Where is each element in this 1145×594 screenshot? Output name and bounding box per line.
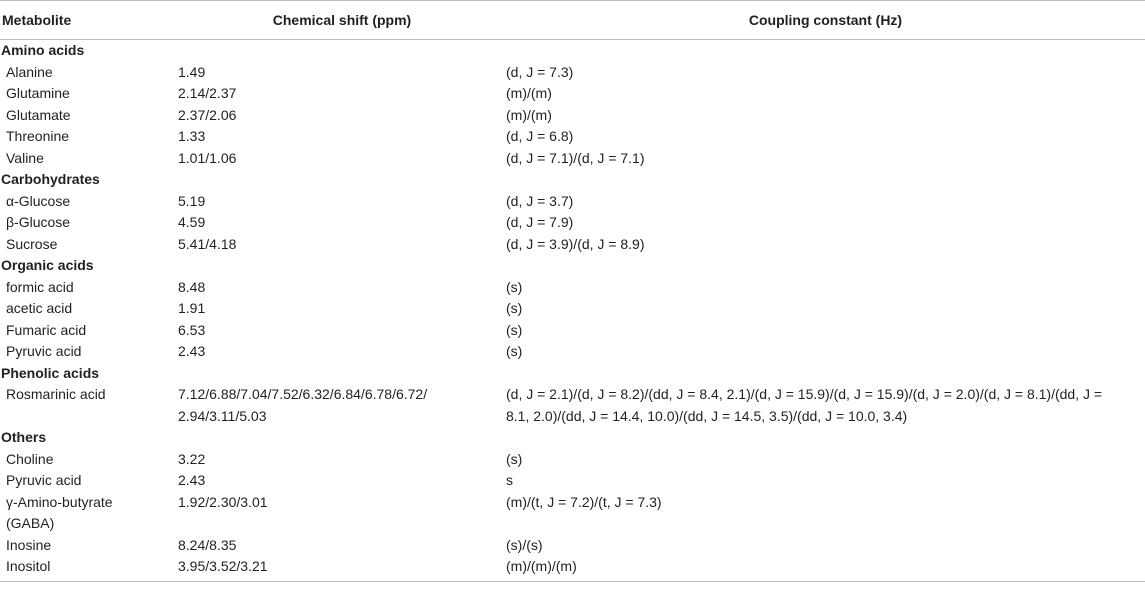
metabolite-name-cell: Rosmarinic acid (6, 386, 106, 402)
coupling-constant-cell: (m)/(m) (506, 106, 552, 123)
table-row (0, 83, 1145, 105)
chemical-shift-cell: 3.95/3.52/3.21 (178, 556, 506, 581)
coupling-constant-cell: (s) (506, 450, 523, 467)
coupling-constant-cell: (s) (506, 300, 523, 316)
chemical-shift-cell: 2.43 (178, 343, 206, 359)
metabolite-name-cell: Threonine (6, 128, 70, 144)
coupling-constant-cell: (d, J = 3.9)/(d, J = 8.9) (506, 235, 645, 252)
table-row (0, 470, 1145, 492)
table-row (0, 148, 1145, 170)
chemical-shift-cell: 1.49 (178, 63, 206, 80)
category-row (0, 255, 1145, 277)
coupling-constant-cell: (d, J = 7.9) (506, 214, 574, 230)
table-header (0, 1, 1145, 40)
metabolite-name-cell: Alanine (6, 63, 53, 80)
chemical-shift-cell: 2.43 (178, 472, 206, 488)
table-row (0, 341, 1145, 363)
coupling-constant-cell: (d, J = 7.1)/(d, J = 7.1) (506, 149, 645, 166)
metabolite-name-cell: Sucrose (6, 235, 58, 252)
chemical-shift-cell: 1.91 (178, 300, 206, 316)
metabolite-name-cell: β-Glucose (6, 214, 71, 230)
category-row (0, 169, 1145, 191)
coupling-constant-cell: (m)/(m)/(m) (506, 556, 1145, 581)
chemical-shift-cell: 5.19 (178, 192, 206, 209)
header-metabolite: Metabolite (0, 1, 178, 40)
category-label: Amino acids (1, 42, 85, 58)
table-row (0, 556, 1145, 581)
category-row (0, 40, 1145, 62)
coupling-constant-cell: (d, J = 3.7) (506, 192, 574, 209)
table-row (0, 212, 1145, 234)
table-row (0, 320, 1145, 342)
chemical-shift-cell: 1.92/2.30/3.01 (178, 493, 268, 510)
metabolite-name-cell: γ-Amino-butyrate (GABA) (6, 493, 113, 531)
chemical-shift-cell: 8.24/8.35 (178, 536, 237, 553)
coupling-constant-cell: (s) (506, 321, 523, 338)
table-row (0, 62, 1145, 84)
metabolite-name-cell: Pyruvic acid (6, 343, 82, 359)
chemical-shift-cell: 6.53 (178, 321, 206, 338)
table-row (0, 126, 1145, 148)
coupling-constant-cell: (s) (506, 278, 523, 295)
table-row (0, 191, 1145, 213)
table-row (0, 277, 1145, 299)
chemical-shift-cell: 7.12/6.88/7.04/7.52/6.32/6.84/6.78/6.72/ 2.94/3.11/5.03 (178, 386, 428, 424)
chemical-shift-cell: 3.22 (178, 450, 206, 467)
chemical-shift-cell: 5.41/4.18 (178, 235, 237, 252)
metabolite-name-cell: acetic acid (6, 300, 73, 316)
chemical-shift-cell: 1.01/1.06 (178, 149, 237, 166)
header-coupling-constant: Coupling constant (Hz) (506, 1, 1145, 40)
header-chemical-shift: Chemical shift (ppm) (178, 1, 506, 40)
metabolite-name-cell: Valine (6, 149, 44, 166)
table-row (0, 234, 1145, 256)
metabolite-name-cell: formic acid (6, 278, 74, 295)
category-label: Phenolic acids (1, 364, 100, 381)
coupling-constant-cell: (m)/(m) (506, 85, 552, 101)
table-row (0, 298, 1145, 320)
metabolite-name-cell: Inosine (6, 536, 52, 553)
table-row (0, 535, 1145, 557)
metabolite-name-cell: Choline (6, 450, 54, 467)
category-label: Others (1, 429, 47, 445)
chemical-shift-cell: 8.48 (178, 278, 206, 295)
metabolite-name-cell: Pyruvic acid (6, 472, 82, 488)
chemical-shift-cell: 2.37/2.06 (178, 106, 237, 123)
metabolite-name-cell: α-Glucose (6, 192, 71, 209)
table-row (0, 384, 1145, 427)
chemical-shift-cell: 1.33 (178, 128, 206, 144)
table-body (0, 40, 1145, 582)
chemical-shift-cell: 4.59 (178, 214, 206, 230)
chemical-shift-cell: 2.14/2.37 (178, 85, 237, 101)
category-row (0, 427, 1145, 449)
table-row (0, 449, 1145, 471)
coupling-constant-cell: (d, J = 7.3) (506, 63, 574, 80)
coupling-constant-cell: (d, J = 6.8) (506, 128, 574, 144)
metabolite-name-cell: Glutamine (6, 85, 70, 101)
category-label: Organic acids (1, 257, 94, 273)
coupling-constant-cell: s (506, 472, 513, 488)
metabolite-name-cell: Glutamate (6, 106, 71, 123)
category-row (0, 363, 1145, 385)
metabolite-name-cell: Fumaric acid (6, 321, 87, 338)
category-label: Carbohydrates (1, 171, 100, 187)
coupling-constant-cell: (d, J = 2.1)/(d, J = 8.2)/(dd, J = 8.4, 2.1)/(d, J = 15.9)/(d, J = 15.9)/(d, J = 2.0)/(d, J = 8.1)/(dd, J = 8.1, 2.0)/(dd, J = 14.4, 10.0)/(dd, J = 14.5, 3.5)/(dd, J = 10.0, 3.4) (506, 386, 1103, 424)
coupling-constant-cell: (s)/(s) (506, 536, 543, 553)
metabolite-name-cell: Inositol (0, 556, 178, 581)
coupling-constant-cell: (m)/(t, J = 7.2)/(t, J = 7.3) (506, 493, 662, 510)
table-row (0, 492, 1145, 535)
coupling-constant-cell: (s) (506, 343, 523, 359)
table-row (0, 105, 1145, 127)
